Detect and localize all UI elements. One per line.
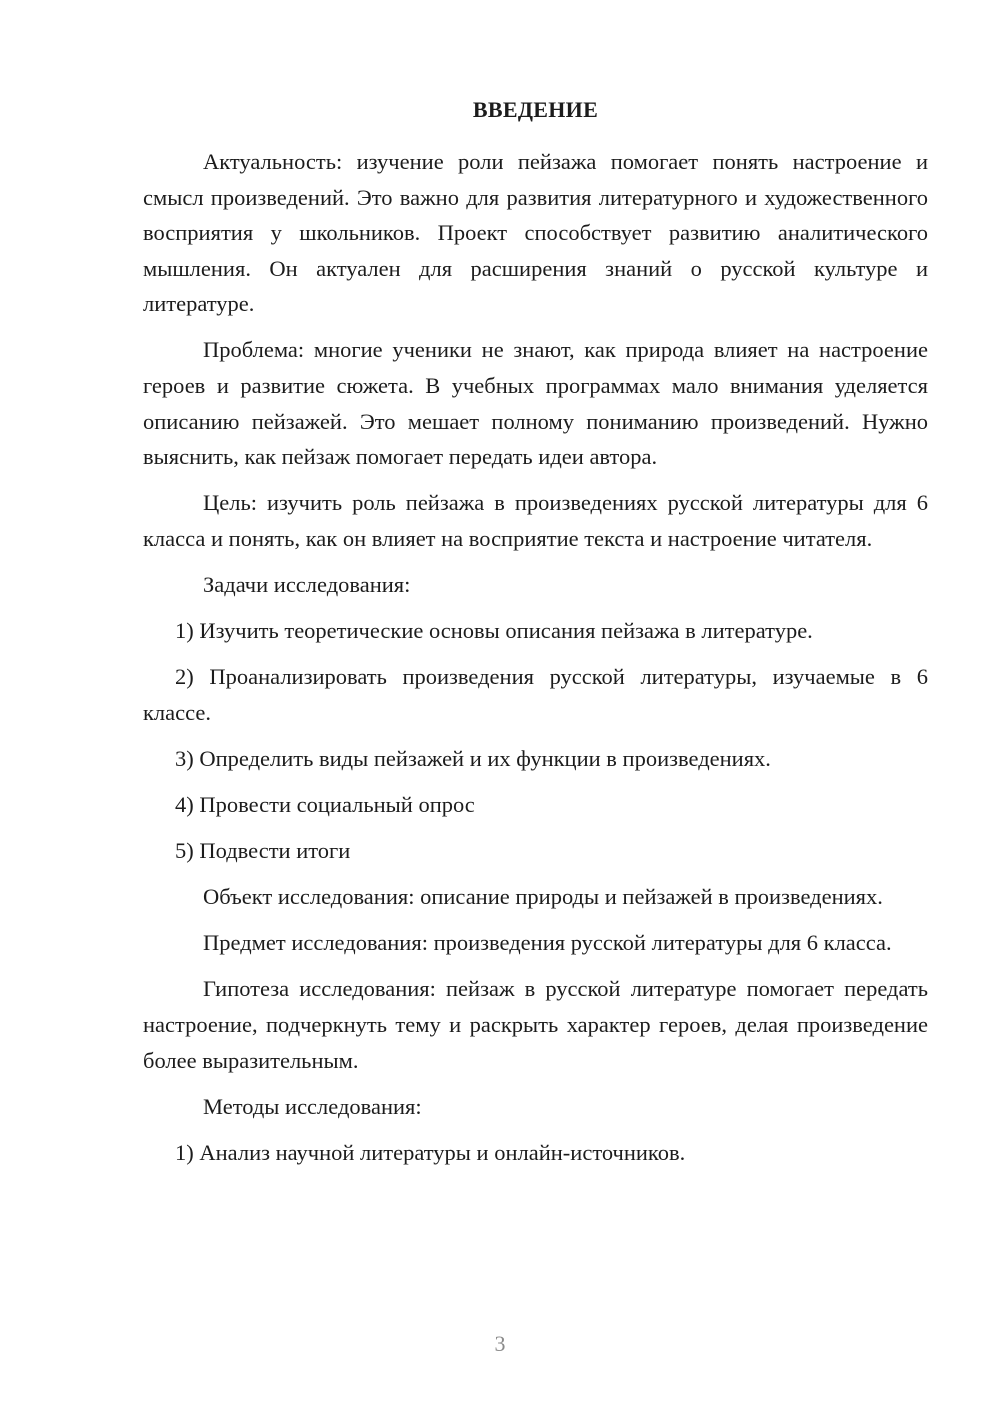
- task-item-4: 4) Провести социальный опрос: [175, 792, 475, 817]
- page-number: 3: [494, 1331, 506, 1356]
- paragraph-goal: Цель: изучить роль пейзажа в произведениях русской литературы для 6 класса и понять, как он влияет на восприятие текста и настроение читателя.: [143, 490, 928, 551]
- task-item-5: 5) Подвести итоги: [175, 838, 351, 864]
- task-item-2: 2) Проанализировать произведения русской литературы, изучаемые в 6 классе.: [143, 664, 928, 725]
- task-item-1: 1) Изучить теоретические основы описания пейзажа в литературе.: [175, 618, 813, 644]
- paragraph-object: Объект исследования: описание природы и пейзажей в произведениях.: [203, 884, 883, 910]
- task-item-3: 3) Определить виды пейзажей и их функции в произведениях.: [175, 745, 771, 771]
- methods-heading: Методы исследования:: [203, 1093, 422, 1119]
- paragraph-problem: Проблема: многие ученики не знают, как природа влияет на настроение героев и развитие сюжета. В учебных программах мало внимания уделяется описанию пейзажей. Это мешает полному пониманию произведений. Нужно выяснить, как пейзаж помогает передать идеи автора.: [143, 337, 928, 470]
- paragraph-hypothesis: Гипотеза исследования: пейзаж в русской литературе помогает передать настроение, подчеркнуть тему и раскрыть характер героев, делая произведение более выразительным.: [143, 976, 928, 1073]
- document-page: [143, 95, 928, 1181]
- paragraph-subject: Предмет исследования: произведения русской литературы для 6 класса.: [203, 930, 892, 956]
- method-item-1: 1) Анализ научной литературы и онлайн-источников.: [175, 1139, 686, 1165]
- tasks-heading: Задачи исследования:: [203, 572, 411, 598]
- paragraph-relevance: Актуальность: изучение роли пейзажа помогает понять настроение и смысл произведений. Это важно для развития литературного и художественного восприятия у школьников. Проект способствует развитию аналитического мышления. Он актуален для расширения знаний о русской культуре и литературе.: [143, 149, 928, 317]
- page-title: ВВЕДЕНИЕ: [472, 97, 599, 122]
